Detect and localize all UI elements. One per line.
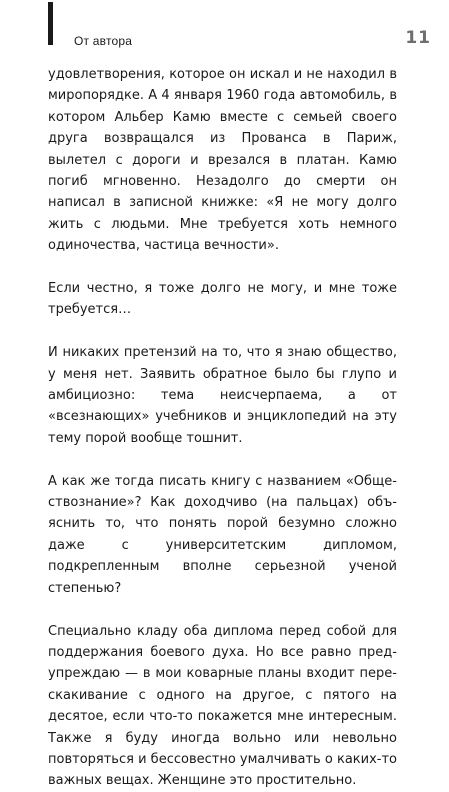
paragraph: удовлетворения, которое он искал и не находил в миропорядке. А 4 января 1960 года автомобиль, в котором Альбер Камю вместе с семьей своего друга возвращался из Прованса в Париж, вылетел с дороги и врезался в платан. Камю погиб мгновенно. Незадолго до смерти он написал в записной книжке: «Я не могу долго жить с людьми. Мне требуется хоть немного одиночества, частица вечности». — [48, 67, 397, 254]
paragraph: А как же тогда писать книгу с названием «Обществознание»? Как доходчиво (на пальцах) объяснить то, что понять порой безумно сложно даже с университетским дипломом, подкрепленным вполне серьезной ученой степенью? — [48, 473, 397, 596]
header-rule — [48, 2, 53, 45]
paragraph: И никаких претензий на то, что я знаю общество, у меня нет. Заявить обратное было бы глупо и амбициозно: тема неисчерпаема, а от «всезнающих» учебников и энциклопедий на эту тему порой вообще тошнит. — [48, 345, 397, 446]
running-head-title: От автора — [74, 34, 133, 48]
paragraph: Если честно, я тоже долго не могу, и мне тоже требуется… — [48, 281, 397, 318]
body-text — [48, 64, 397, 792]
paragraph: Специально кладу оба диплома перед собой для поддержания боевого духа. Но все равно предупреждаю — в мои коварные планы входит перескакивание с одного на другое, с пятого на десятое, если что-то покажется мне интересным. Также я буду иногда вольно или невольно повторяться и бессовестно умалчивать о каких-то важных вещах. Женщине это простительно. — [48, 623, 397, 789]
page-number: 11 — [405, 28, 431, 48]
